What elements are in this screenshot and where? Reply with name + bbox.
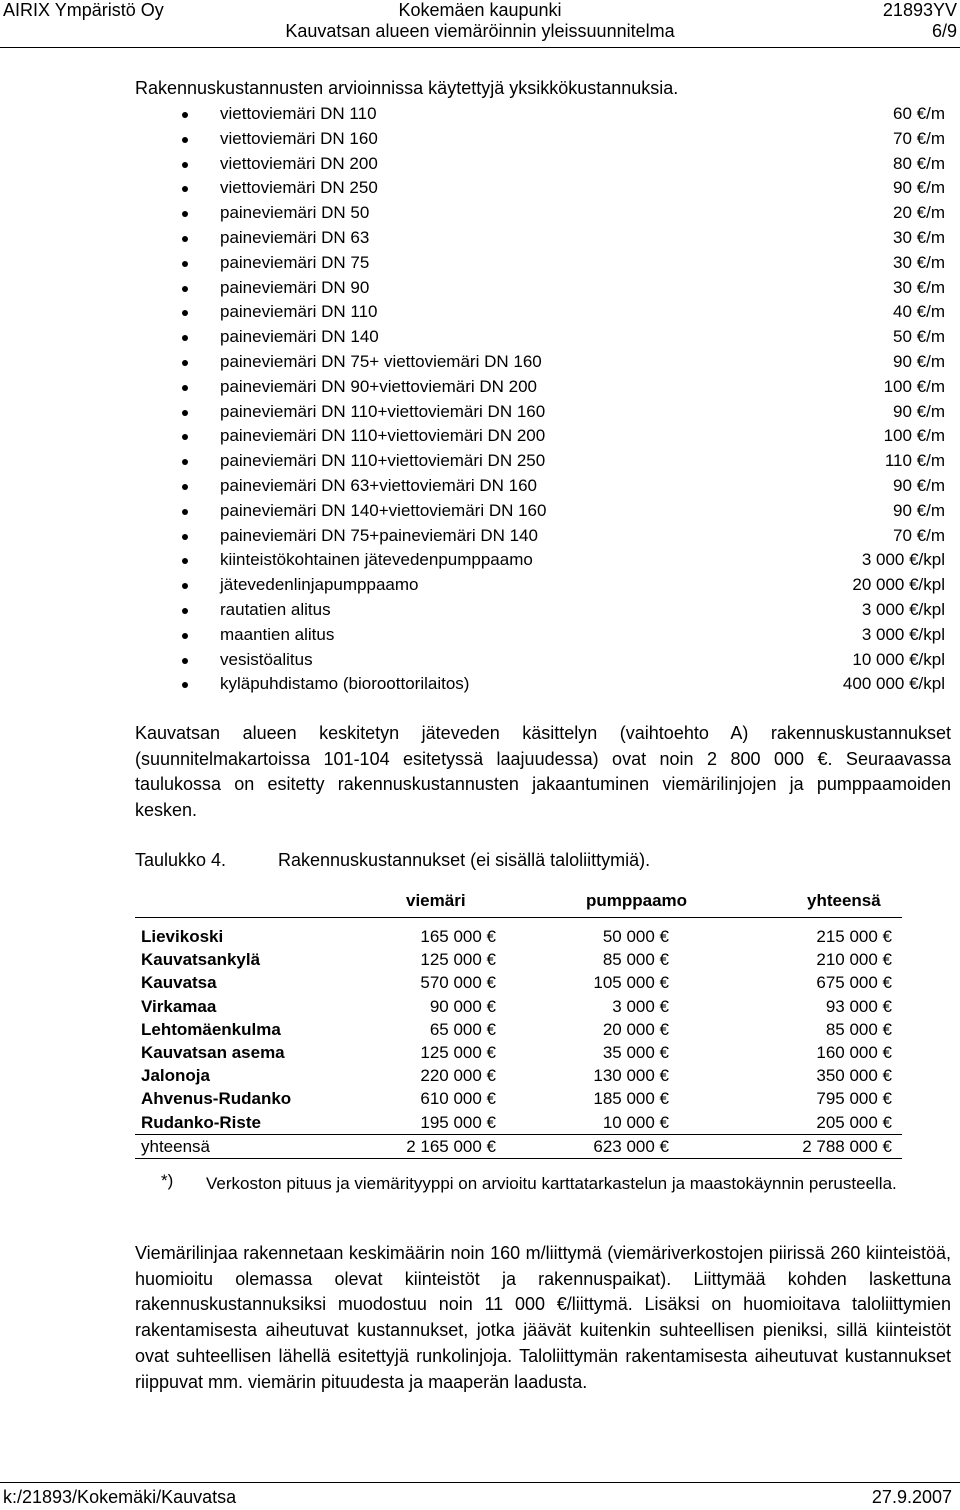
- unit-cost-item: [135, 400, 945, 425]
- unit-cost-name: paineviemäri DN 110+viettoviemäri DN 160: [220, 401, 546, 421]
- unit-cost-item: [135, 672, 945, 697]
- unit-cost-value: 30 €/m: [893, 227, 945, 247]
- bullet-icon: [182, 459, 188, 465]
- report-title: Kauvatsan alueen viemäröinnin yleissuunnitelma: [285, 21, 675, 41]
- pump-cost: 85 000 €: [602, 950, 669, 970]
- unit-cost-item: [135, 276, 945, 301]
- unit-cost-value: 20 000 €/kpl: [852, 575, 945, 595]
- unit-cost-name: paineviemäri DN 75: [220, 252, 370, 272]
- bullet-icon: [182, 434, 188, 440]
- unit-cost-value: 90 €/m: [893, 401, 945, 421]
- table-note-mark: *): [161, 1171, 174, 1190]
- unit-cost-name: maantien alitus: [220, 624, 335, 644]
- table-row: [135, 1018, 902, 1041]
- pump-cost: 623 000 €: [593, 1136, 669, 1156]
- unit-cost-item: [135, 623, 945, 648]
- paragraph-cost-summary: Kauvatsan alueen keskitetyn jäteveden käsittelyn (vaihtoehto A) rakennuskustannukset (suunnitelmakartoissa 101-104 esitetyssä laajuudessa) ovat noin 2 800 000 €. Seuraavassa taulukossa on esitetty rakennuskustannusten jakaantuminen viemärilinjojen ja pumppaamoiden kesken.: [135, 723, 951, 821]
- area-name: Kauvatsankylä: [141, 950, 261, 970]
- sewer-cost: 90 000 €: [429, 996, 496, 1016]
- footer-path: k:/21893/Kokemäki/Kauvatsa: [3, 1487, 237, 1507]
- unit-cost-value: 90 €/m: [893, 500, 945, 520]
- unit-cost-name: kyläpuhdistamo (bioroottorilaitos): [220, 674, 470, 694]
- unit-cost-value: 3 000 €/kpl: [861, 599, 945, 619]
- sewer-cost: 65 000 €: [429, 1019, 496, 1039]
- table-top-rule: [135, 917, 902, 918]
- total-cost: 210 000 €: [816, 950, 892, 970]
- total-cost: 215 000 €: [816, 927, 892, 946]
- table-caption-text: Rakennuskustannukset (ei sisällä taloliittymiä).: [278, 850, 651, 870]
- unit-cost-item: [135, 251, 945, 276]
- unit-cost-item: [135, 176, 945, 201]
- unit-cost-value: 80 €/m: [893, 153, 945, 173]
- unit-cost-name: paineviemäri DN 110: [220, 302, 378, 322]
- bullet-icon: [182, 236, 188, 242]
- total-cost: 93 000 €: [825, 996, 892, 1016]
- unit-costs-intro: Rakennuskustannusten arvioinnissa käytettyjä yksikkökustannuksia.: [135, 78, 679, 98]
- area-name: Virkamaa: [141, 996, 217, 1016]
- header-divider: [0, 47, 960, 48]
- bullet-icon: [182, 112, 188, 118]
- table-note-text: Verkoston pituus ja viemärityyppi on arvioitu karttatarkastelun ja maastokäynnin perusteella.: [206, 1174, 897, 1193]
- bullet-icon: [182, 658, 188, 664]
- unit-cost-name: paineviemäri DN 50: [220, 203, 370, 223]
- total-cost: 2 788 000 €: [802, 1136, 892, 1156]
- bullet-icon: [182, 286, 188, 292]
- pump-cost: 50 000 €: [602, 927, 669, 946]
- unit-cost-value: 100 €/m: [883, 426, 945, 446]
- area-name: Ahvenus-Rudanko: [141, 1089, 292, 1109]
- unit-cost-item: [135, 325, 945, 350]
- bullet-icon: [182, 335, 188, 341]
- unit-cost-name: paineviemäri DN 140+viettoviemäri DN 160: [220, 500, 547, 520]
- header-sewer: viemäri: [406, 891, 466, 910]
- table-row: [135, 971, 902, 994]
- bullet-icon: [182, 558, 188, 564]
- unit-cost-item: [135, 102, 945, 127]
- bullet-icon: [182, 162, 188, 168]
- area-name: Rudanko-Riste: [141, 1112, 261, 1132]
- bullet-icon: [182, 211, 188, 217]
- area-name: Kauvatsa: [141, 973, 217, 993]
- unit-cost-name: kiinteistökohtainen jätevedenpumppaamo: [220, 550, 533, 570]
- unit-cost-name: paineviemäri DN 90: [220, 277, 370, 297]
- pump-cost: 3 000 €: [612, 996, 669, 1016]
- unit-cost-name: paineviemäri DN 75+paineviemäri DN 140: [220, 525, 538, 545]
- unit-cost-value: 40 €/m: [893, 302, 945, 322]
- unit-cost-value: 70 €/m: [893, 525, 945, 545]
- header-total: yhteensä: [807, 891, 881, 910]
- unit-cost-item: [135, 598, 945, 623]
- pump-cost: 130 000 €: [593, 1066, 669, 1086]
- unit-cost-name: paineviemäri DN 90+viettoviemäri DN 200: [220, 376, 537, 396]
- header-pump: pumppaamo: [586, 891, 688, 910]
- unit-cost-value: 10 000 €/kpl: [852, 649, 945, 669]
- total-cost: 85 000 €: [825, 1019, 892, 1039]
- unit-cost-value: 70 €/m: [893, 128, 945, 148]
- table-body: [135, 925, 902, 1159]
- bullet-icon: [182, 137, 188, 143]
- table-total-row: [135, 1135, 902, 1159]
- unit-cost-name: paineviemäri DN 140: [220, 327, 379, 347]
- unit-cost-value: 100 €/m: [883, 376, 945, 396]
- unit-cost-item: [135, 127, 945, 152]
- unit-cost-item: [135, 499, 945, 524]
- table-header-row: [135, 888, 902, 916]
- footer-date: 27.9.2007: [871, 1487, 952, 1507]
- unit-cost-name: paineviemäri DN 63+viettoviemäri DN 160: [220, 475, 537, 495]
- bullet-icon: [182, 633, 188, 639]
- project-code: 21893YV: [882, 0, 957, 20]
- pump-cost: 35 000 €: [602, 1042, 669, 1062]
- unit-cost-item: [135, 474, 945, 499]
- unit-cost-item: [135, 524, 945, 549]
- unit-cost-value: 400 000 €/kpl: [842, 674, 945, 694]
- total-cost: 160 000 €: [816, 1042, 892, 1062]
- table-row: [135, 948, 902, 971]
- total-cost: 350 000 €: [816, 1066, 892, 1086]
- unit-cost-item: [135, 573, 945, 598]
- unit-cost-name: rautatien alitus: [220, 599, 331, 619]
- bullet-icon: [182, 509, 188, 515]
- sewer-cost: 165 000 €: [420, 927, 496, 946]
- table-caption-number: Taulukko 4.: [135, 850, 227, 870]
- unit-cost-value: 60 €/m: [893, 104, 945, 123]
- bullet-icon: [182, 261, 188, 267]
- table-row: [135, 925, 902, 948]
- unit-cost-item: [135, 226, 945, 251]
- page-number: 6/9: [931, 21, 957, 41]
- unit-cost-value: 90 €/m: [893, 351, 945, 371]
- bullet-icon: [182, 186, 188, 192]
- unit-cost-value: 30 €/m: [893, 277, 945, 297]
- area-name: yhteensä: [141, 1136, 210, 1156]
- pump-cost: 10 000 €: [602, 1112, 669, 1132]
- sewer-cost: 125 000 €: [420, 1042, 496, 1062]
- bullet-icon: [182, 360, 188, 366]
- unit-cost-value: 50 €/m: [893, 327, 945, 347]
- unit-cost-name: viettoviemäri DN 250: [220, 178, 378, 198]
- total-cost: 675 000 €: [816, 973, 892, 993]
- table-row: [135, 1111, 902, 1135]
- unit-cost-name: paineviemäri DN 75+ viettoviemäri DN 160: [220, 351, 542, 371]
- unit-cost-item: [135, 201, 945, 226]
- footer-divider: [0, 1482, 960, 1483]
- bullet-icon: [182, 410, 188, 416]
- sewer-cost: 125 000 €: [420, 950, 496, 970]
- bullet-icon: [182, 484, 188, 490]
- unit-cost-name: paineviemäri DN 63: [220, 227, 370, 247]
- paragraph-connection-costs: Viemärilinjaa rakennetaan keskimäärin noin 160 m/liittymä (viemäriverkostojen piirissä 260 kiinteistöä, huomioitu olemassa olevat kiinteistöt ja rakennuspaikat). Liittymää kohden laskettuna rakennuskustannuksiksi muodostuu noin 11 000 €/liittymä. Lisäksi on huomioitava taloliittymien rakentamisesta aiheutuvat kustannukset, jotka jäävät kuitenkin suhteellisen pieniksi, sillä kiinteistöt ovat suhteellisen lähellä esitettyjä runkolinjoja. Taloliittymän rakentamisesta aiheutuvat kustannukset riippuvat mm. viemärin pituudesta ja maaperän laadusta.: [135, 1243, 951, 1392]
- bullet-icon: [182, 682, 188, 688]
- sewer-cost: 610 000 €: [420, 1089, 496, 1109]
- table-row: [135, 1064, 902, 1087]
- table-row: [135, 1041, 902, 1064]
- pump-cost: 185 000 €: [593, 1089, 669, 1109]
- pump-cost: 20 000 €: [602, 1019, 669, 1039]
- unit-cost-list: [135, 102, 945, 697]
- unit-cost-name: jätevedenlinjapumppaamo: [220, 575, 419, 595]
- unit-cost-item: [135, 449, 945, 474]
- area-name: Lehtomäenkulma: [141, 1019, 281, 1039]
- unit-cost-value: 20 €/m: [893, 203, 945, 223]
- company-name: AIRIX Ympäristö Oy: [3, 0, 164, 20]
- unit-cost-name: viettoviemäri DN 200: [220, 153, 378, 173]
- total-cost: 795 000 €: [816, 1089, 892, 1109]
- bullet-icon: [182, 608, 188, 614]
- sewer-cost: 220 000 €: [420, 1066, 496, 1086]
- unit-cost-name: paineviemäri DN 110+viettoviemäri DN 250: [220, 451, 546, 471]
- unit-cost-name: viettoviemäri DN 110: [220, 104, 377, 123]
- unit-cost-value: 3 000 €/kpl: [861, 550, 945, 570]
- area-name: Lievikoski: [141, 927, 224, 946]
- unit-cost-item: [135, 152, 945, 177]
- table-row: [135, 1087, 902, 1110]
- sewer-cost: 570 000 €: [420, 973, 496, 993]
- area-name: Kauvatsan asema: [141, 1042, 285, 1062]
- page-header: [0, 0, 960, 50]
- unit-cost-value: 110 €/m: [884, 451, 945, 471]
- unit-cost-value: 90 €/m: [893, 178, 945, 198]
- table-row: [135, 995, 902, 1018]
- unit-cost-item: [135, 350, 945, 375]
- bullet-icon: [182, 310, 188, 316]
- pump-cost: 105 000 €: [593, 973, 669, 993]
- unit-cost-name: paineviemäri DN 110+viettoviemäri DN 200: [220, 426, 546, 446]
- sewer-cost: 2 165 000 €: [406, 1136, 496, 1156]
- client-name: Kokemäen kaupunki: [398, 0, 562, 20]
- unit-cost-value: 30 €/m: [893, 252, 945, 272]
- unit-cost-value: 90 €/m: [893, 475, 945, 495]
- unit-cost-item: [135, 648, 945, 673]
- unit-cost-name: vesistöalitus: [220, 649, 313, 669]
- total-cost: 205 000 €: [816, 1112, 892, 1132]
- bullet-icon: [182, 534, 188, 540]
- unit-cost-value: 3 000 €/kpl: [861, 624, 945, 644]
- unit-cost-item: [135, 424, 945, 449]
- unit-cost-name: viettoviemäri DN 160: [220, 128, 378, 148]
- unit-cost-item: [135, 375, 945, 400]
- sewer-cost: 195 000 €: [420, 1112, 496, 1132]
- unit-cost-item: [135, 300, 945, 325]
- area-name: Jalonoja: [141, 1066, 210, 1086]
- unit-cost-item: [135, 548, 945, 573]
- bullet-icon: [182, 385, 188, 391]
- bullet-icon: [182, 583, 188, 589]
